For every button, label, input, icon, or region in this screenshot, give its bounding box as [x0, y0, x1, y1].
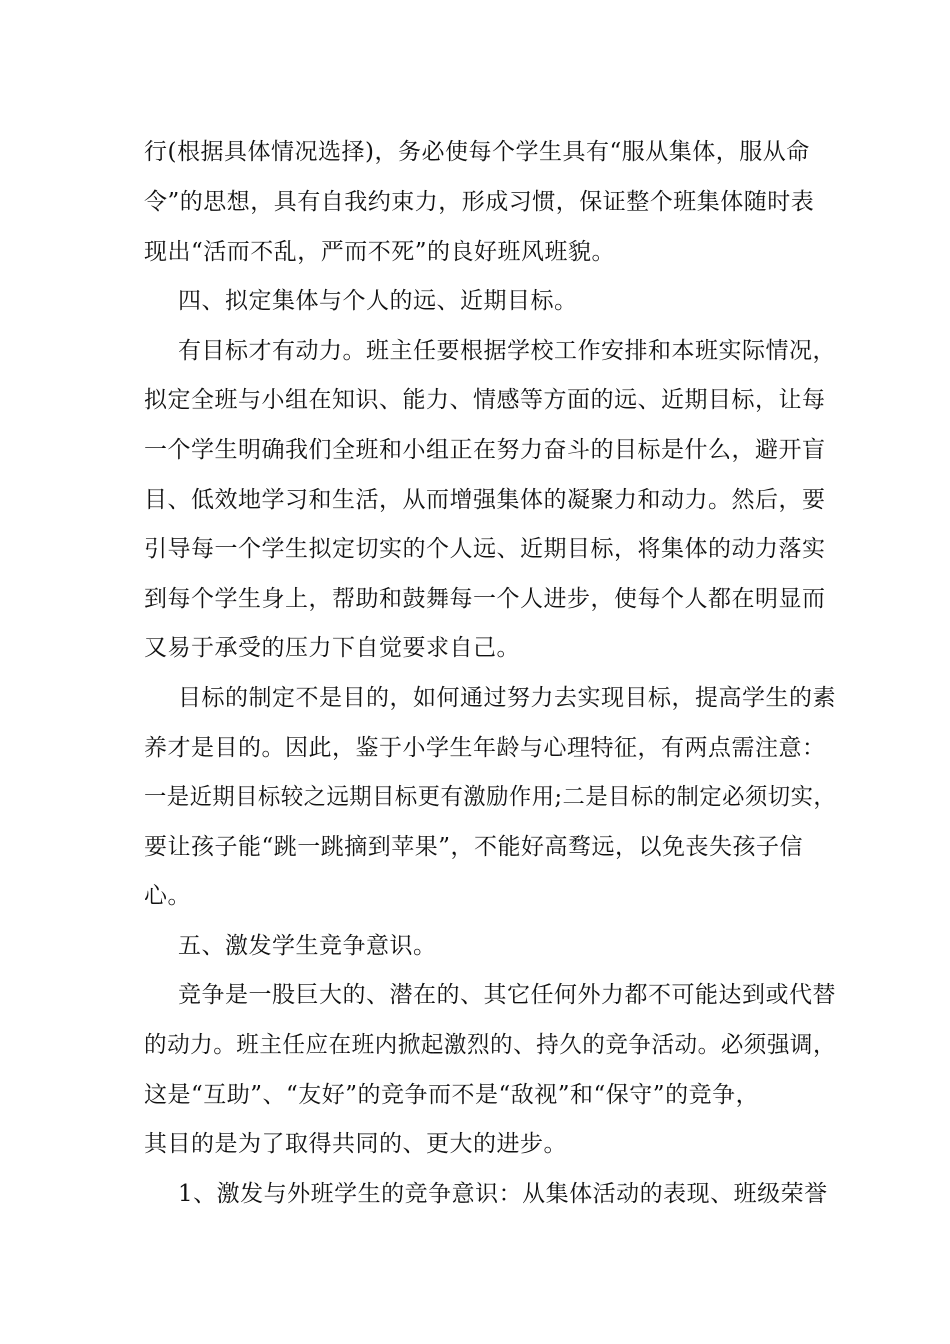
text-line: 到每个学生身上，帮助和鼓舞每一个人进步，使每个人都在明显而: [144, 586, 826, 612]
text-line: 拟定全班与小组在知识、能力、情感等方面的远、近期目标，让每: [144, 387, 826, 413]
text-line: 目、低效地学习和生活，从而增强集体的凝聚力和动力。然后，要: [144, 487, 826, 513]
text-line: 心。: [144, 883, 191, 909]
text-line: 一是近期目标较之远期目标更有激励作用;二是目标的制定必须切实，: [144, 784, 837, 810]
text-line: 目标的制定不是目的，如何通过努力去实现目标，提高学生的素: [178, 685, 836, 711]
section-heading: 五、激发学生竞争意识。: [178, 933, 437, 959]
text-line: 行(根据具体情况选择)，务必使每个学生具有“服从集体，服从命: [144, 139, 810, 165]
section-heading: 四、拟定集体与个人的远、近期目标。: [178, 288, 578, 314]
text-line: 要让孩子能“跳一跳摘到苹果”，不能好高骛远，以免丧失孩子信: [144, 834, 804, 860]
text-line: 竞争是一股巨大的、潜在的、其它任何外力都不可能达到或代替: [178, 982, 836, 1008]
text-line: 的动力。班主任应在班内掀起激烈的、持久的竞争活动。必须强调，: [144, 1032, 837, 1058]
text-line: 现出“活而不乱，严而不死”的良好班风班貌。: [144, 239, 616, 265]
text-line: 令”的思想，具有自我约束力，形成习惯，保证整个班集体随时表: [144, 189, 815, 215]
text-line: 一个学生明确我们全班和小组正在努力奋斗的目标是什么，避开盲: [144, 437, 826, 463]
text-line: 有目标才有动力。班主任要根据学校工作安排和本班实际情况，: [178, 338, 836, 364]
text-line: 其目的是为了取得共同的、更大的进步。: [144, 1131, 567, 1157]
text-line: 又易于承受的压力下自觉要求自己。: [144, 635, 520, 661]
text-line: 养才是目的。因此，鉴于小学生年龄与心理特征，有两点需注意：: [144, 735, 826, 761]
text-line: 1、激发与外班学生的竞争意识：从集体活动的表现、班级荣誉: [178, 1181, 828, 1207]
text-line: 这是“互助”、“友好”的竞争而不是“敌视”和“保守”的竞争，: [144, 1082, 760, 1108]
text-line: 引导每一个学生拟定切实的个人远、近期目标，将集体的动力落实: [144, 536, 826, 562]
